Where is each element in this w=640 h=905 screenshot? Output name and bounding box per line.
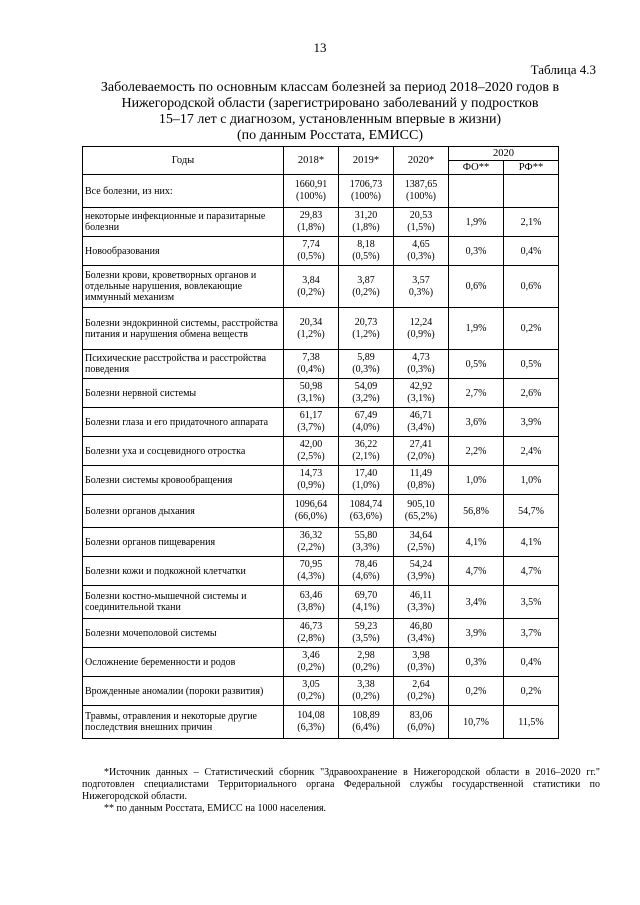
rate-2018: 70,95 [299, 559, 323, 570]
share-fo: 1,9% [449, 208, 504, 237]
share-2020: (3,9%) [407, 571, 435, 582]
table-row [83, 677, 559, 706]
rate-2018: 7,74 [302, 239, 320, 250]
rate-2018: 14,73 [299, 468, 323, 479]
rate-2018: 3,84 [302, 274, 320, 286]
value-2019 [339, 619, 394, 648]
rate-2020: 3,57 [412, 274, 430, 286]
share-2019: (100%) [351, 191, 381, 202]
rate-2018: 7,38 [302, 352, 320, 363]
rate-2020: 83,06 [409, 710, 433, 721]
rate-2019: 36,22 [354, 439, 378, 450]
table-row [83, 437, 559, 466]
rate-2020: 1387,65 [404, 179, 438, 190]
rate-2018: 1660,91 [294, 179, 328, 190]
rate-2018: 104,08 [297, 710, 325, 721]
header-2020: 2020* [394, 147, 449, 175]
value-2019 [339, 466, 394, 495]
value-2018 [284, 208, 339, 237]
value-2019 [339, 237, 394, 266]
share-rf: 54,7% [504, 495, 559, 528]
share-rf: 4,1% [504, 528, 559, 557]
value-2020 [394, 350, 449, 379]
rate-2018: 50,98 [299, 381, 323, 392]
rate-2020: 54,24 [409, 559, 433, 570]
rate-2019: 17,40 [354, 468, 378, 479]
share-2020: (3,4%) [407, 633, 435, 644]
value-2020 [394, 706, 449, 739]
share-2019: (1,2%) [352, 328, 380, 340]
share-2020: (2,5%) [407, 542, 435, 553]
rate-2018: 3,05 [302, 679, 320, 690]
share-2020: (2,0%) [407, 451, 435, 462]
table-row [83, 208, 559, 237]
share-fo: 0,5% [449, 350, 504, 379]
share-2020: (0,3%) [407, 364, 435, 375]
disease-class-name: Травмы, отравления и некоторые другие последствия внешних причин [83, 706, 284, 739]
value-2018 [284, 648, 339, 677]
share-2018: (0,2%) [297, 286, 325, 298]
share-2019: (0,2%) [352, 286, 380, 298]
value-2018 [284, 619, 339, 648]
share-2019: (0,3%) [352, 364, 380, 375]
share-2020: (3,1%) [407, 393, 435, 404]
rate-2020: 11,49 [409, 468, 433, 479]
rate-2019: 67,49 [354, 410, 378, 421]
share-2018: (0,5%) [297, 251, 325, 262]
rate-2019: 59,23 [354, 621, 378, 632]
share-fo: 2,7% [449, 379, 504, 408]
value-2018 [284, 175, 339, 208]
share-2019: (3,3%) [352, 542, 380, 553]
value-2019 [339, 308, 394, 350]
value-2019 [339, 266, 394, 308]
value-2018 [284, 528, 339, 557]
share-2018: (0,4%) [297, 364, 325, 375]
rate-2020: 46,80 [409, 621, 433, 632]
header-rf: РФ** [504, 161, 559, 175]
share-2018: (0,9%) [297, 480, 325, 491]
value-2019 [339, 350, 394, 379]
value-2018 [284, 308, 339, 350]
title-line: (по данным Росстата, ЕМИСС) [236, 128, 424, 143]
value-2019 [339, 677, 394, 706]
table-row [83, 528, 559, 557]
value-2018 [284, 677, 339, 706]
value-2018 [284, 408, 339, 437]
share-2020: (1,5%) [407, 222, 435, 233]
rate-2019: 2,98 [357, 650, 375, 661]
rate-2020: 46,71 [409, 410, 433, 421]
header-years: Годы [83, 147, 284, 175]
rate-2019: 20,73 [354, 316, 378, 328]
share-rf: 1,0% [504, 466, 559, 495]
value-2019 [339, 408, 394, 437]
value-2018 [284, 706, 339, 739]
rate-2019: 31,20 [354, 210, 378, 221]
rate-2020: 27,41 [409, 439, 433, 450]
rate-2019: 1706,73 [349, 179, 383, 190]
disease-class-name: Врожденные аномалии (пороки развития) [83, 677, 284, 706]
share-2018: (3,1%) [297, 393, 325, 404]
share-2019: (4,0%) [352, 422, 380, 433]
rate-2018: 61,17 [299, 410, 323, 421]
share-2019: (3,5%) [352, 633, 380, 644]
share-fo: 3,6% [449, 408, 504, 437]
value-2018 [284, 266, 339, 308]
disease-class-name: Болезни эндокринной системы, расстройства питания и нарушения обмена веществ [83, 308, 284, 350]
share-2019: (0,5%) [352, 251, 380, 262]
value-2020 [394, 557, 449, 586]
table-row [83, 706, 559, 739]
rate-2019: 5,89 [357, 352, 375, 363]
share-rf: 2,4% [504, 437, 559, 466]
share-2018: (3,8%) [297, 602, 325, 613]
rate-2018: 36,32 [299, 530, 323, 541]
rate-2020: 42,92 [409, 381, 433, 392]
share-2020: (3,3%) [407, 602, 435, 613]
value-2019 [339, 586, 394, 619]
value-2020 [394, 677, 449, 706]
disease-class-name: Болезни костно-мышечной системы и соединительной ткани [83, 586, 284, 619]
share-2020: (65,2%) [404, 511, 438, 522]
share-2020: (6,0%) [407, 722, 435, 733]
value-2018 [284, 379, 339, 408]
share-2019: (4,1%) [352, 602, 380, 613]
share-rf: 0,6% [504, 266, 559, 308]
table-row [83, 379, 559, 408]
value-2019 [339, 495, 394, 528]
share-rf: 3,5% [504, 586, 559, 619]
value-2020 [394, 648, 449, 677]
share-2018: (100%) [296, 191, 326, 202]
share-fo: 3,4% [449, 586, 504, 619]
rate-2020: 4,65 [412, 239, 430, 250]
rate-2018: 46,73 [299, 621, 323, 632]
value-2019 [339, 208, 394, 237]
share-fo [449, 175, 504, 208]
disease-class-name: некоторые инфекционные и паразитарные болезни [83, 208, 284, 237]
value-2020 [394, 586, 449, 619]
value-2019 [339, 437, 394, 466]
share-fo: 10,7% [449, 706, 504, 739]
disease-class-name: Болезни уха и сосцевидного отростка [83, 437, 284, 466]
share-2020: (0,2%) [407, 691, 435, 702]
share-rf: 3,9% [504, 408, 559, 437]
table-row [83, 557, 559, 586]
rate-2019: 55,80 [354, 530, 378, 541]
share-2019: (63,6%) [349, 511, 383, 522]
share-rf: 3,7% [504, 619, 559, 648]
share-2018: (6,3%) [297, 722, 325, 733]
value-2020 [394, 619, 449, 648]
share-2020: (0,3%) [407, 662, 435, 673]
disease-class-name: Болезни крови, кроветворных органов и отдельные нарушения, вовлекающие иммунный механизм [83, 266, 284, 308]
rate-2018: 29,83 [299, 210, 323, 221]
table-row [83, 308, 559, 350]
share-rf: 0,5% [504, 350, 559, 379]
share-2018: (4,3%) [297, 571, 325, 582]
share-2018: (0,2%) [297, 691, 325, 702]
share-2018: (1,2%) [297, 328, 325, 340]
share-2018: (2,5%) [297, 451, 325, 462]
footnote-units: ** по данным Росстата, ЕМИСС на 1000 населения. [104, 803, 327, 814]
rate-2019: 3,38 [357, 679, 375, 690]
disease-class-name: Болезни органов дыхания [83, 495, 284, 528]
value-2020 [394, 175, 449, 208]
value-2018 [284, 557, 339, 586]
share-2019: (0,2%) [352, 662, 380, 673]
table-label: Таблица 4.3 [530, 62, 596, 77]
share-2020: (100%) [406, 191, 436, 202]
morbidity-table [82, 146, 559, 739]
share-rf: 2,6% [504, 379, 559, 408]
share-2018: (0,2%) [297, 662, 325, 673]
value-2020 [394, 208, 449, 237]
rate-2020: 34,64 [409, 530, 433, 541]
disease-class-name: Осложнение беременности и родов [83, 648, 284, 677]
share-rf: 2,1% [504, 208, 559, 237]
share-fo: 1,9% [449, 308, 504, 350]
rate-2019: 3,87 [357, 274, 375, 286]
share-fo: 1,0% [449, 466, 504, 495]
share-2019: (6,4%) [352, 722, 380, 733]
share-fo: 3,9% [449, 619, 504, 648]
rate-2019: 8,18 [357, 239, 375, 250]
share-fo: 0,3% [449, 237, 504, 266]
share-2020: (0,9%) [407, 328, 435, 340]
value-2019 [339, 648, 394, 677]
value-2020 [394, 237, 449, 266]
share-2018: (2,2%) [297, 542, 325, 553]
share-fo: 2,2% [449, 437, 504, 466]
page-number: 13 [313, 40, 327, 55]
disease-class-name: Болезни органов пищеварения [83, 528, 284, 557]
value-2018 [284, 586, 339, 619]
rate-2018: 63,46 [299, 590, 323, 601]
table-row [83, 586, 559, 619]
share-fo: 0,2% [449, 677, 504, 706]
rate-2018: 3,46 [302, 650, 320, 661]
table-row [83, 408, 559, 437]
table-row [83, 495, 559, 528]
share-2020: (0,8%) [407, 480, 435, 491]
share-2019: (1,0%) [352, 480, 380, 491]
value-2019 [339, 706, 394, 739]
disease-class-name: Болезни кожи и подкожной клетчатки [83, 557, 284, 586]
share-2018: (3,7%) [297, 422, 325, 433]
rate-2018: 20,34 [299, 316, 323, 328]
disease-class-name: Новообразования [83, 237, 284, 266]
rate-2020: 2,64 [412, 679, 430, 690]
value-2018 [284, 237, 339, 266]
value-2019 [339, 557, 394, 586]
disease-class-name: Психические расстройства и расстройства поведения [83, 350, 284, 379]
table-row [83, 648, 559, 677]
value-2020 [394, 437, 449, 466]
rate-2020: 905,10 [407, 499, 435, 510]
rate-2018: 1096,64 [294, 499, 328, 510]
value-2019 [339, 175, 394, 208]
disease-class-name: Болезни нервной системы [83, 379, 284, 408]
title-line: Нижегородской области (зарегистрировано заболеваний у подростков [121, 96, 539, 111]
share-2020: 0,3%) [408, 286, 434, 298]
disease-class-name: Болезни глаза и его придаточного аппарата [83, 408, 284, 437]
share-rf: 11,5% [504, 706, 559, 739]
value-2020 [394, 266, 449, 308]
share-2019: (3,2%) [352, 393, 380, 404]
rate-2019: 54,09 [354, 381, 378, 392]
share-rf: 0,2% [504, 308, 559, 350]
header-2019: 2019* [339, 147, 394, 175]
share-fo: 4,1% [449, 528, 504, 557]
title-line: 15–17 лет с диагнозом, установленным впервые в жизни) [158, 112, 502, 127]
share-2018: (66,0%) [294, 511, 328, 522]
table-row [83, 266, 559, 308]
table-row [83, 619, 559, 648]
rate-2019: 78,46 [354, 559, 378, 570]
disease-class-name: Болезни мочеполовой системы [83, 619, 284, 648]
share-fo: 56,8% [449, 495, 504, 528]
disease-class-name: Все болезни, из них: [83, 175, 284, 208]
value-2018 [284, 495, 339, 528]
value-2018 [284, 437, 339, 466]
header-2020-group: 2020 [449, 147, 559, 161]
header-2018: 2018* [284, 147, 339, 175]
rate-2018: 42,00 [299, 439, 323, 450]
table-row [83, 237, 559, 266]
value-2019 [339, 528, 394, 557]
value-2018 [284, 350, 339, 379]
share-2018: (2,8%) [297, 633, 325, 644]
rate-2020: 3,98 [412, 650, 430, 661]
title-line: Заболеваемость по основным классам болезней за период 2018–2020 годов в [100, 80, 560, 95]
table-row [83, 175, 559, 208]
share-2019: (2,1%) [352, 451, 380, 462]
share-2018: (1,8%) [297, 222, 325, 233]
share-rf: 0,4% [504, 237, 559, 266]
share-2020: (0,3%) [407, 251, 435, 262]
share-2019: (4,6%) [352, 571, 380, 582]
value-2020 [394, 308, 449, 350]
rate-2020: 20,53 [409, 210, 433, 221]
table-title [60, 80, 600, 144]
rate-2019: 1084,74 [349, 499, 383, 510]
rate-2019: 69,70 [354, 590, 378, 601]
rate-2020: 12,24 [409, 316, 433, 328]
rate-2020: 46,11 [409, 590, 433, 601]
rate-2019: 108,89 [352, 710, 380, 721]
share-fo: 0,3% [449, 648, 504, 677]
footnote-source: *Источник данных – Статистический сборник "Здравоохранение в Нижегородской области в 2016–2020 гг." подготовлен специалистами Территориального органа Федеральной службы государственной статистики по Нижегородской области. [82, 767, 600, 802]
share-rf: 4,7% [504, 557, 559, 586]
value-2018 [284, 466, 339, 495]
share-2020: (3,4%) [407, 422, 435, 433]
share-2019: (1,8%) [352, 222, 380, 233]
share-2019: (0,2%) [352, 691, 380, 702]
value-2020 [394, 495, 449, 528]
value-2020 [394, 528, 449, 557]
footnotes [82, 767, 600, 815]
table-row [83, 466, 559, 495]
share-fo: 0,6% [449, 266, 504, 308]
share-fo: 4,7% [449, 557, 504, 586]
header-fo: ФО** [449, 161, 504, 175]
share-rf: 0,4% [504, 648, 559, 677]
share-rf [504, 175, 559, 208]
value-2020 [394, 408, 449, 437]
rate-2020: 4,73 [412, 352, 430, 363]
share-rf: 0,2% [504, 677, 559, 706]
table-row [83, 350, 559, 379]
value-2020 [394, 379, 449, 408]
value-2019 [339, 379, 394, 408]
disease-class-name: Болезни системы кровообращения [83, 466, 284, 495]
value-2020 [394, 466, 449, 495]
